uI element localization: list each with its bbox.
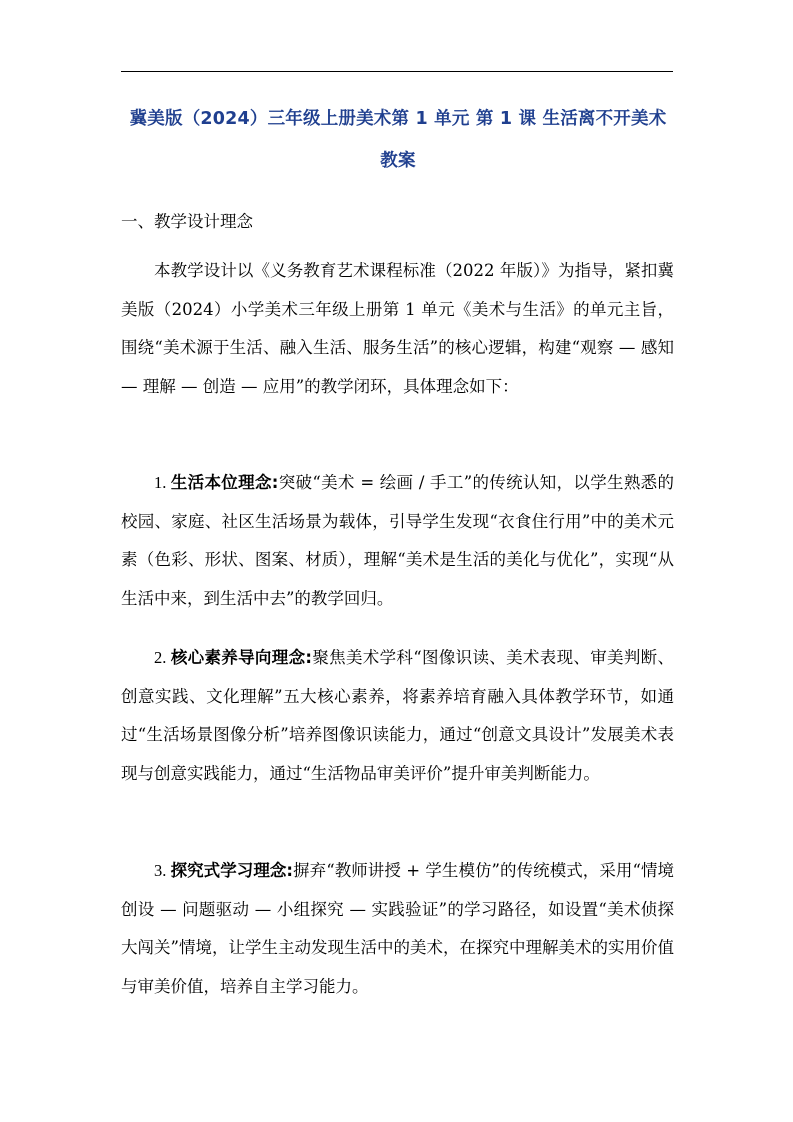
point-paragraph-3 [121, 852, 674, 1006]
header-rule [121, 71, 673, 72]
point-number: 3. [154, 861, 171, 880]
point-text: 摒弃“教师讲授 + 学生模仿”的传统模式，采用“情境创设 — 问题驱动 — 小组探究 — 实践验证”的学习路径，如设置“美术侦探大闯关”情境，让学生主动发现生活中的美术，在探究中理解美术的实用价值与审美价值，培养自主学习能力。 [121, 861, 675, 996]
point-text: 突破“美术 = 绘画 / 手工”的传统认知，以学生熟悉的校园、家庭、社区生活场景为载体，引导学生发现“衣食住行用”中的美术元素（色彩、形状、图案、材质），理解“美术是生活的美化与优化”，实现“从生活中来，到生活中去”的教学回归。 [121, 473, 675, 608]
point-number: 1. [154, 473, 171, 492]
point-number: 2. [154, 648, 171, 667]
point-text: 聚焦美术学科“图像识读、美术表现、审美判断、创意实践、文化理解”五大核心素养，将素养培育融入具体教学环节，如通过“生活场景图像分析”培养图像识读能力，通过“创意文具设计”发展美术表现与创意实践能力，通过“生活物品审美评价”提升审美判断能力。 [121, 648, 674, 783]
document-title [118, 98, 678, 182]
title-line-2: 教案 [380, 151, 416, 171]
point-paragraph-2 [121, 639, 674, 793]
section-heading: 一、教学设计理念 [121, 212, 253, 231]
point-label: 探究式学习理念: [170, 861, 294, 880]
point-label: 核心素养导向理念: [170, 648, 312, 667]
point-paragraph-1 [121, 464, 674, 618]
point-label: 生活本位理念: [170, 473, 279, 492]
intro-paragraph: 本教学设计以《义务教育艺术课程标准（2022 年版）》为指导，紧扣冀美版（2024）小学美术三年级上册第 1 单元《美术与生活》的单元主旨，围绕“美术源于生活、融入生活、服务生活”的核心逻辑，构建“观察 — 感知 — 理解 — 创造 — 应用”的教学闭环，具体理念如下： [121, 261, 674, 396]
title-line-1: 冀美版（2024）三年级上册美术第 1 单元 第 1 课 生活离不开美术 [129, 109, 667, 129]
